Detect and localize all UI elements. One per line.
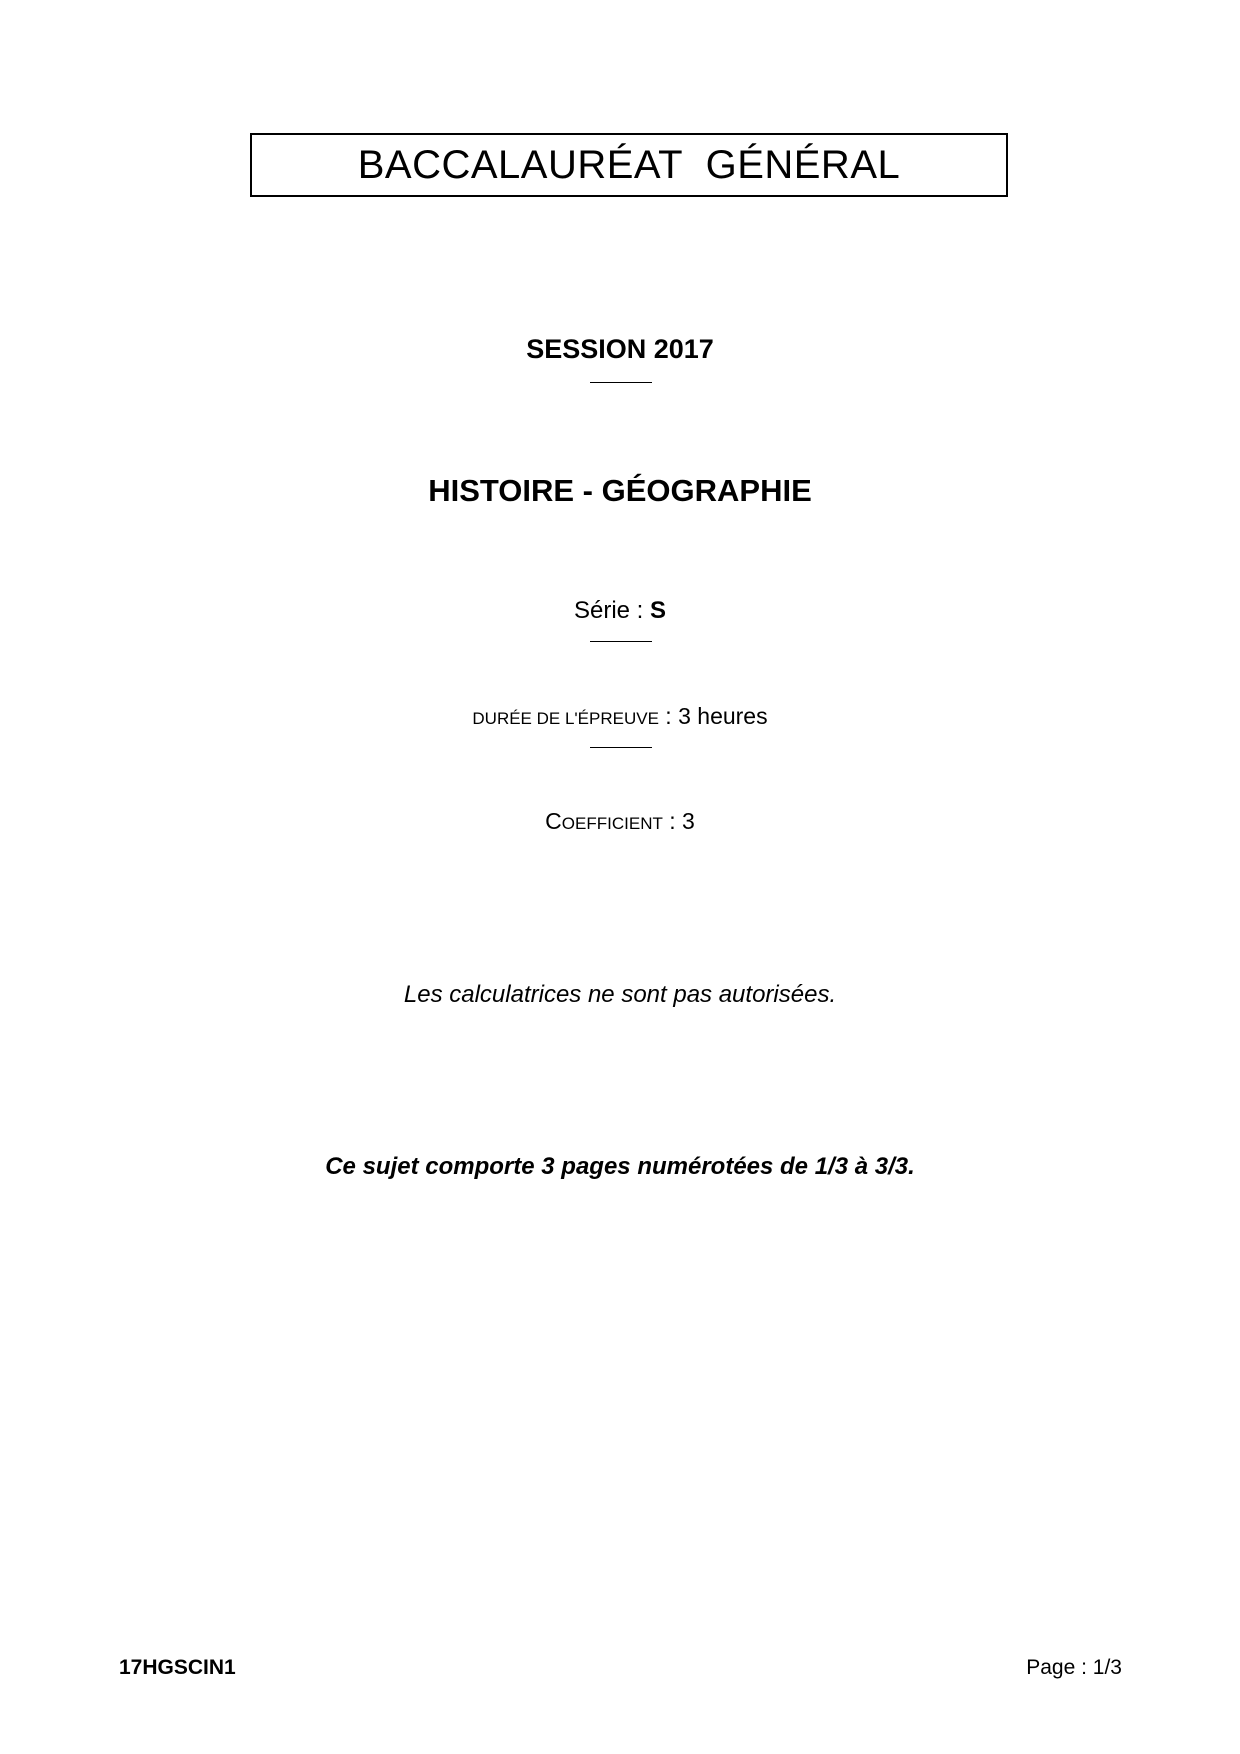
coefficient-value: 3 xyxy=(682,808,695,834)
subject-heading: HISTOIRE - GÉOGRAPHIE xyxy=(428,473,812,508)
divider-rule xyxy=(590,641,652,642)
footer-page-label: Page : xyxy=(1026,1656,1093,1679)
divider-rule xyxy=(590,747,652,748)
exam-title: BACCALAURÉAT GÉNÉRAL xyxy=(357,142,901,187)
duration-value: 3 heures xyxy=(678,703,768,729)
serie-line xyxy=(0,597,1240,625)
footer-page-value: 1/3 xyxy=(1092,1656,1122,1679)
serie-label: Série : xyxy=(573,597,650,624)
coefficient-line xyxy=(0,808,1240,835)
serie-value: S xyxy=(650,597,667,624)
session-heading: SESSION 2017 xyxy=(526,334,714,364)
footer-page-number xyxy=(1026,1656,1122,1680)
divider-rule xyxy=(590,382,652,383)
exam-title-box xyxy=(250,133,1008,197)
footer-exam-code: 17HGSCIN1 xyxy=(119,1656,236,1679)
calculators-note: Les calculatrices ne sont pas autorisées. xyxy=(403,981,837,1008)
coefficient-label-rest: OEFFICIENT xyxy=(561,814,663,833)
duration-line xyxy=(0,703,1240,730)
pages-note: Ce sujet comporte 3 pages numérotées de 1/3 à 3/3. xyxy=(325,1153,915,1180)
coefficient-separator: : xyxy=(662,808,683,834)
coefficient-label-initial: C xyxy=(545,808,562,834)
duration-separator: : xyxy=(658,703,679,729)
duration-label: DURÉE DE L'ÉPREUVE xyxy=(472,709,659,728)
